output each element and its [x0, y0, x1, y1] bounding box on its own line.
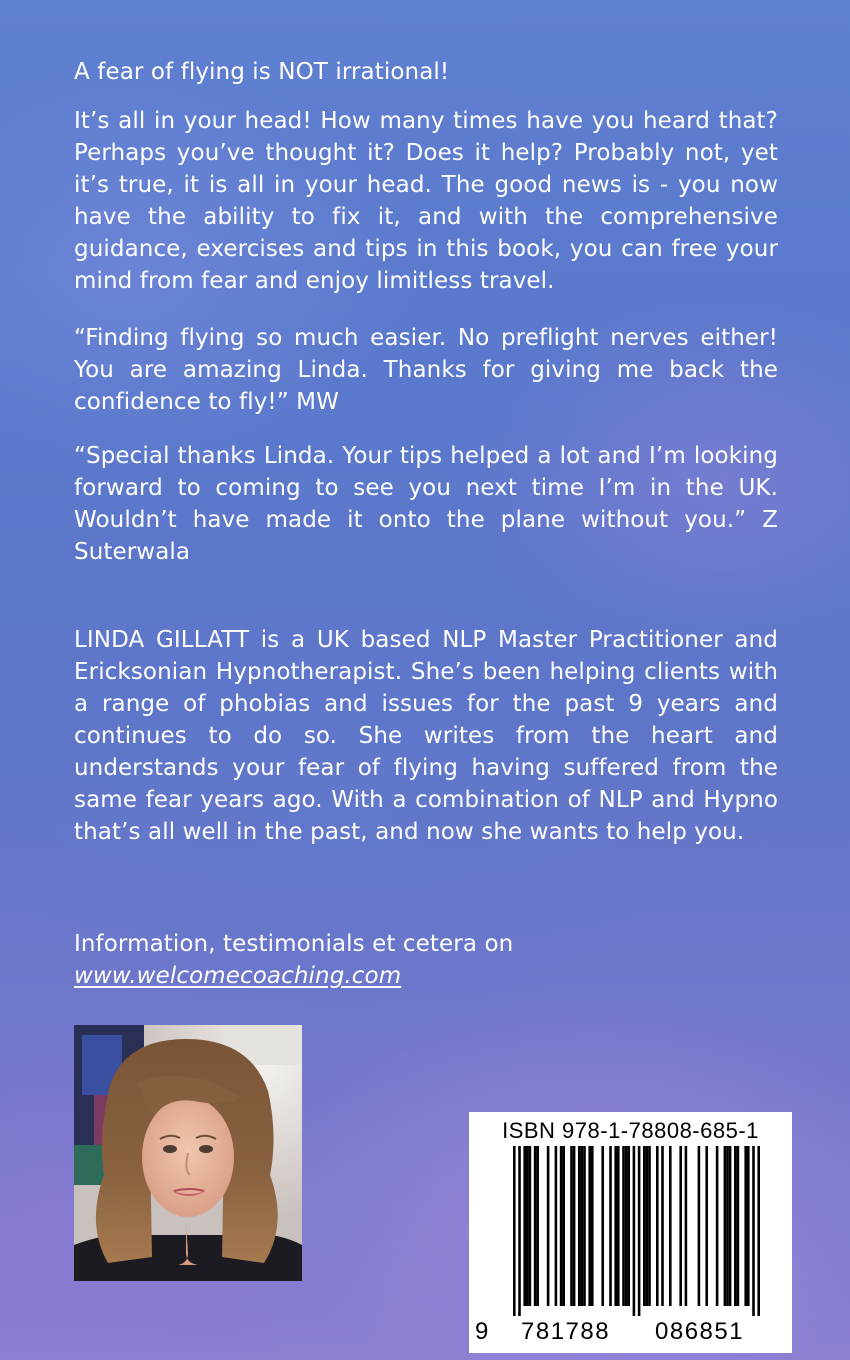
- barcode-bar: [734, 1146, 737, 1306]
- barcode-bars: [481, 1146, 781, 1316]
- barcode-bar: [614, 1146, 617, 1306]
- barcode-bar: [536, 1146, 539, 1306]
- isbn-label: ISBN 978-1-78808-685-1: [502, 1118, 759, 1143]
- barcode-bar: [698, 1146, 701, 1306]
- info-block: [74, 928, 778, 992]
- barcode-bar: [744, 1146, 747, 1306]
- barcode-bar: [583, 1146, 586, 1306]
- barcode-bar: [656, 1146, 659, 1306]
- barcode-bar: [633, 1146, 636, 1316]
- barcode-bar: [661, 1146, 664, 1306]
- barcode-bar: [581, 1146, 584, 1306]
- testimonial-2: “Special thanks Linda. Your tips helped a lot and I’m looking forward to coming to see you next time I’m in the UK. Wouldn’t have made it onto the plane without you.” Z Suterwala: [74, 443, 778, 565]
- barcode-bar: [726, 1146, 729, 1306]
- barcode-bar: [724, 1146, 727, 1306]
- barcode-bar: [638, 1146, 641, 1316]
- barcode-bar: [578, 1146, 581, 1306]
- hook-line: A fear of flying is NOT irrational!: [74, 59, 450, 85]
- barcode-bar: [526, 1146, 529, 1306]
- barcode-bar: [625, 1146, 628, 1306]
- barcode-bar: [643, 1146, 646, 1306]
- barcode-bar: [534, 1146, 537, 1306]
- barcode-bar: [646, 1146, 649, 1306]
- barcode-bar: [685, 1146, 688, 1306]
- barcode-digit-first: 9: [475, 1318, 490, 1345]
- barcode-bar: [729, 1146, 732, 1306]
- barcode-bar: [627, 1146, 630, 1306]
- barcode-bar: [747, 1146, 750, 1306]
- barcode-bar: [570, 1146, 573, 1306]
- barcode-bar: [588, 1146, 591, 1306]
- barcode-bar: [513, 1146, 516, 1316]
- author-photo: [74, 1025, 302, 1281]
- barcode-bar: [737, 1146, 740, 1306]
- website-link[interactable]: www.welcomecoaching.com: [74, 963, 402, 989]
- barcode-bar: [523, 1146, 526, 1306]
- barcode-bar: [529, 1146, 532, 1306]
- barcode-bar: [757, 1146, 760, 1316]
- barcode-digits-right: 086851: [655, 1318, 745, 1345]
- testimonial-1: “Finding flying so much easier. No preflight nerves either! You are amazing Linda. Thanks for giving me back the confidence to fly!” MW: [74, 325, 778, 415]
- barcode-bar: [705, 1146, 708, 1306]
- barcode-digits-left: 781788: [521, 1318, 611, 1345]
- author-portrait-icon: [74, 1025, 302, 1281]
- barcode-bar: [547, 1146, 550, 1306]
- barcode-bar: [555, 1146, 558, 1306]
- isbn-barcode: [469, 1112, 792, 1353]
- barcode-bar: [648, 1146, 651, 1306]
- barcode-bar: [669, 1146, 672, 1306]
- barcode-bar: [679, 1146, 682, 1306]
- barcode-bar: [617, 1146, 620, 1306]
- barcode-bar: [560, 1146, 563, 1306]
- barcode-bar: [609, 1146, 612, 1306]
- barcode-bar: [562, 1146, 565, 1306]
- intro-paragraph: It’s all in your head! How many times have you heard that? Perhaps you’ve thought it? Does it help? Probably not, yet it’s true, it is all in your head. The good news is - you now have the ability to fix it, and with the comprehensive guidance, exercises and tips in this book, you can free your mind from fear and enjoy limitless travel.: [74, 108, 778, 294]
- info-text: Information, testimonials et cetera on: [74, 931, 514, 957]
- barcode-bar: [716, 1146, 719, 1306]
- barcode-bar: [591, 1146, 594, 1306]
- barcode-bar: [622, 1146, 625, 1306]
- barcode-bar: [573, 1146, 576, 1306]
- barcode-bar: [752, 1146, 755, 1316]
- barcode-bar: [518, 1146, 521, 1316]
- barcode-bar: [601, 1146, 604, 1306]
- author-bio: LINDA GILLATT is a UK based NLP Master Practitioner and Ericksonian Hypnotherapist. She’s been helping clients with a range of phobias and issues for the past 9 years and continues to do so. She writes from the heart and understands your fear of flying having suffered from the same fear years ago. With a combination of NLP and Hypno that’s all well in the past, and now she wants to help you.: [74, 627, 778, 845]
